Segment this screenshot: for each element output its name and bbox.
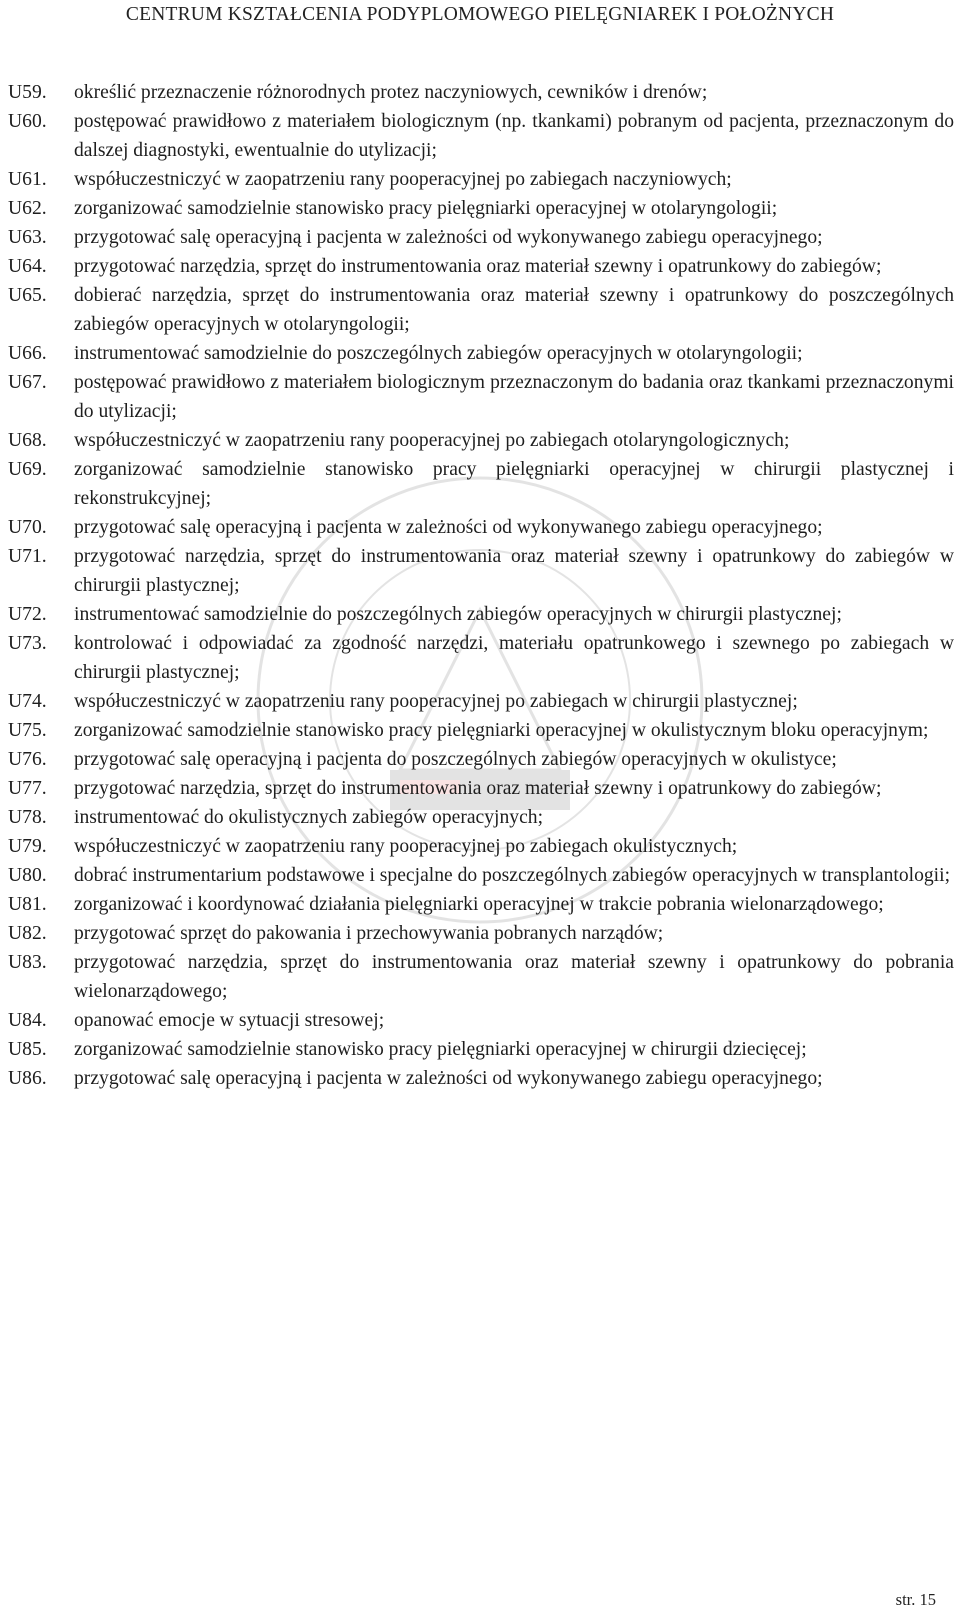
list-item: [8, 223, 958, 252]
item-code: U77.: [8, 778, 47, 799]
item-code: U86.: [8, 1068, 47, 1089]
item-text: współuczestniczyć w zaopatrzeniu rany pooperacyjnej po zabiegach otolaryngologicznych;: [74, 430, 790, 451]
item-code: U75.: [8, 720, 47, 741]
list-item: [8, 716, 958, 745]
list-item: [8, 687, 958, 716]
item-code: U65.: [8, 285, 47, 306]
item-text: opanować emocje w sytuacji stresowej;: [74, 1010, 385, 1031]
item-code: U68.: [8, 430, 47, 451]
item-text: przygotować narzędzia, sprzęt do instrumentowania oraz materiał szewny i opatrunkowy do zabiegów;: [74, 778, 882, 799]
page-number: str. 15: [895, 1590, 936, 1609]
item-text: przygotować salę operacyjną i pacjenta w zależności od wykonywanego zabiegu operacyjnego;: [74, 1068, 823, 1089]
list-item: [8, 600, 958, 629]
item-code: U71.: [8, 546, 47, 567]
list-item: [8, 78, 958, 107]
item-code: U60.: [8, 111, 47, 132]
item-code: U70.: [8, 517, 47, 538]
list-item: [8, 745, 958, 774]
page-header: CENTRUM KSZTAŁCENIA PODYPLOMOWEGO PIELĘGNIAREK I POŁOŻNYCH: [125, 4, 835, 25]
item-code: U59.: [8, 82, 47, 103]
item-text: współuczestniczyć w zaopatrzeniu rany pooperacyjnej po zabiegach w chirurgii plastycznej;: [74, 691, 798, 712]
list-item: [8, 919, 958, 948]
list-item: [8, 542, 958, 600]
list-item: [8, 890, 958, 919]
item-text: dobrać instrumentarium podstawowe i specjalne do poszczególnych zabiegów operacyjnych w transplantologii;: [74, 865, 951, 886]
item-text: dobierać narzędzia, sprzęt do instrumentowania oraz materiał szewny i opatrunkowy do poszczególnych zabiegów operacyjnych w otolaryngologii;: [74, 285, 954, 335]
item-code: U66.: [8, 343, 47, 364]
item-text: przygotować sprzęt do pakowania i przechowywania pobranych narządów;: [74, 923, 664, 944]
item-text: przygotować narzędzia, sprzęt do instrumentowania oraz materiał szewny i opatrunkowy do zabiegów w chirurgii plastycznej;: [74, 546, 954, 596]
list-item: [8, 832, 958, 861]
item-code: U61.: [8, 169, 47, 190]
item-code: U69.: [8, 459, 47, 480]
list-item: [8, 165, 958, 194]
list-item: [8, 629, 958, 687]
learning-outcomes-list: [8, 78, 958, 1093]
item-text: zorganizować samodzielnie stanowisko pracy pielęgniarki operacyjnej w chirurgii dziecięcej;: [74, 1039, 807, 1060]
item-code: U76.: [8, 749, 47, 770]
item-text: określić przeznaczenie różnorodnych protez naczyniowych, cewników i drenów;: [74, 82, 708, 103]
item-code: U79.: [8, 836, 47, 857]
item-code: U73.: [8, 633, 47, 654]
item-code: U80.: [8, 865, 47, 886]
item-code: U63.: [8, 227, 47, 248]
list-item: [8, 1064, 958, 1093]
list-item: [8, 252, 958, 281]
list-item: [8, 513, 958, 542]
item-code: U83.: [8, 952, 47, 973]
item-text: współuczestniczyć w zaopatrzeniu rany pooperacyjnej po zabiegach okulistycznych;: [74, 836, 738, 857]
list-item: [8, 426, 958, 455]
item-code: U67.: [8, 372, 47, 393]
list-item: [8, 107, 958, 165]
item-code: U74.: [8, 691, 47, 712]
item-code: U72.: [8, 604, 47, 625]
list-item: [8, 1006, 958, 1035]
list-item: [8, 1035, 958, 1064]
item-code: U84.: [8, 1010, 47, 1031]
item-text: przygotować salę operacyjną i pacjenta w zależności od wykonywanego zabiegu operacyjnego;: [74, 517, 823, 538]
item-text: współuczestniczyć w zaopatrzeniu rany pooperacyjnej po zabiegach naczyniowych;: [74, 169, 732, 190]
item-text: przygotować narzędzia, sprzęt do instrumentowania oraz materiał szewny i opatrunkowy do pobrania wielonarządowego;: [74, 952, 954, 1002]
item-text: instrumentować do okulistycznych zabiegów operacyjnych;: [74, 807, 544, 828]
item-text: przygotować narzędzia, sprzęt do instrumentowania oraz materiał szewny i opatrunkowy do zabiegów;: [74, 256, 882, 277]
item-code: U64.: [8, 256, 47, 277]
list-item: [8, 803, 958, 832]
item-text: postępować prawidłowo z materiałem biologicznym (np. tkankami) pobranym od pacjenta, przeznaczonym do dalszej diagnostyki, ewentualnie do utylizacji;: [74, 111, 954, 161]
item-text: zorganizować i koordynować działania pielęgniarki operacyjnej w trakcie pobrania wielonarządowego;: [74, 894, 884, 915]
item-text: instrumentować samodzielnie do poszczególnych zabiegów operacyjnych w otolaryngologii;: [74, 343, 803, 364]
item-text: zorganizować samodzielnie stanowisko pracy pielęgniarki operacyjnej w okulistycznym bloku operacyjnym;: [74, 720, 929, 741]
item-text: przygotować salę operacyjną i pacjenta w zależności od wykonywanego zabiegu operacyjnego;: [74, 227, 823, 248]
list-item: [8, 194, 958, 223]
item-text: przygotować salę operacyjną i pacjenta do poszczególnych zabiegów operacyjnych w okulistyce;: [74, 749, 837, 770]
list-item: [8, 861, 958, 890]
item-text: kontrolować i odpowiadać za zgodność narzędzi, materiału opatrunkowego i szewnego po zabiegach w chirurgii plastycznej;: [74, 633, 954, 683]
item-code: U78.: [8, 807, 47, 828]
item-text: postępować prawidłowo z materiałem biologicznym przeznaczonym do badania oraz tkankami przeznaczonymi do utylizacji;: [74, 372, 954, 422]
item-code: U62.: [8, 198, 47, 219]
item-code: U82.: [8, 923, 47, 944]
list-item: [8, 455, 958, 513]
item-text: zorganizować samodzielnie stanowisko pracy pielęgniarki operacyjnej w otolaryngologii;: [74, 198, 778, 219]
list-item: [8, 948, 958, 1006]
list-item: [8, 774, 958, 803]
item-code: U81.: [8, 894, 47, 915]
list-item: [8, 368, 958, 426]
list-item: [8, 281, 958, 339]
list-item: [8, 339, 958, 368]
item-code: U85.: [8, 1039, 47, 1060]
item-text: zorganizować samodzielnie stanowisko pracy pielęgniarki operacyjnej w chirurgii plastycznej i rekonstrukcyjnej;: [74, 459, 954, 509]
item-text: instrumentować samodzielnie do poszczególnych zabiegów operacyjnych w chirurgii plastycznej;: [74, 604, 842, 625]
